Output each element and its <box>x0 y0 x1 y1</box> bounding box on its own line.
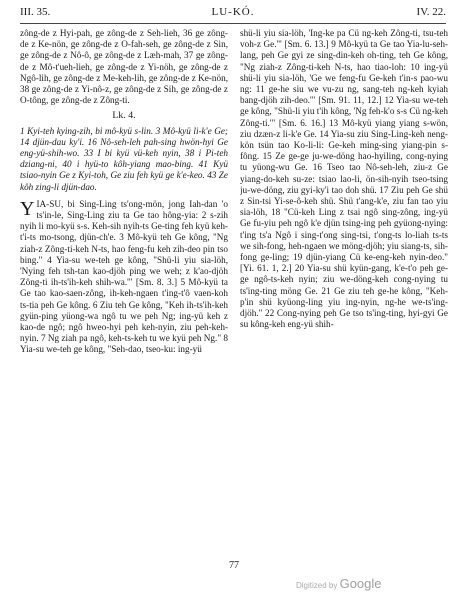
drop-cap: Y <box>20 197 35 220</box>
watermark-prefix: Digitized by <box>296 581 338 590</box>
chapter-heading: Lk. 4. <box>112 110 136 122</box>
chapter-body <box>20 199 228 356</box>
digitized-watermark <box>296 576 382 591</box>
header-left-ref: III. 35. <box>20 6 51 18</box>
header-rule <box>20 23 446 24</box>
chapter-body-text: IA-SU, bi Sing-Ling ts'ong-mön, jong Iah-dan 'o ts'in-le, Sing-Ling ziu ta Ge tao hông-yia: 2 s-zih nyih li mo-kyü s-s. Keh-sih nyih-ts Ge-ting feh kyü keh-t'i-ts mo-tsong, djün-ch'e. 3 Mô-kyü teh Ge kông, "Ng ziah-z Zông-ti-keh N-ts, hao feng-fu keh zih-deo pin tso bing." 4 Yia-su we-teh ge kông, "Shü-li yiu sia-löh, 'Nying feh tsh-tan kao-djöh ping we weh; z k'ao-djöh Zông-ti ih-ts'ih-keh shih-wa.'" [Sm. 8. 3.] 5 Mô-kyü ta Ge tao kao-saen-zông, ih-keh-ngaen t'ing-t'ô vaen-koh ts-tia peh Ge kông. 6 Ziu teh Ge kông, "Keh ih-ts'ih-keh gyün-ping yüong-wa ngô tu we peh Ng; ing-yü keh z kao-de ngô; ngô hweo-hyi peh keh-nyin, ziu peh-keh-nyin. 7 Ng ziah pa ngô, keh-ts-keh tu we kyü peh Ng." 8 Yia-su we-teh ge kông, "Seh-dao, tseo-ku: ing-yü <box>20 198 228 355</box>
page-number: 77 <box>229 560 239 571</box>
running-header <box>20 6 446 22</box>
left-column <box>20 28 228 558</box>
watermark-brand: Google <box>339 576 382 591</box>
right-column <box>240 28 448 558</box>
header-title: LU-KÓ. <box>211 6 255 18</box>
genealogy-paragraph: zông-de z Hyi-pah, ge zông-de z Seh-lieh, 36 ge zông-de z Ke-nön, ge zông-de z O-fah-seh, ge zông-de z Sin, ge zông-de z Nô-ô, ge zông-de z Læh-mah, 37 ge zông-de z Mô-t'ueh-lieh, ge zông-de z Yi-nöh, ge zông-de z Ngô-lih, ge zông-de z Me-keh-lih, ge zông-de z Ke-nön, 38 ge zông-de z Yi-nô-z, ge zông-de z Sih, ge zông-de z O-tông, ge zông-de z Zông-ti. <box>20 28 228 106</box>
right-column-text: shü-li yiu sia-löh, 'Ing-ke pa Cü ng-keh Zông-ti, tsu-teh voh-z Ge.'" [Sm. 6. 13.] 9 Mô-kyü ta Ge tao Yia-lu-seh-lang, peh Ge gyi ze sing-din-keh oh-ting, teh Ge kông, "Ng ziah-z Zông-ti-keh N-ts, hao tiao-loh: 10 ing-yü shü-li yiu sia-löh, 'Ge we feng-fu Ge-keh t'in-s pao-wu ng: 11 ge-he siu we vu-zu ng, sang-teh ng-keh kyiah bang-djöh zih-deo.'" [Sm. 91. 11, 12.] 12 Yia-su we-teh ge kông, "Shü-li yiu t'ih kông, 'Ng feh-k'o s-s Cü ng-keh Zông-ti.'" [Sm. 6. 16.] 13 Mô-kyü yiang yiang s-wön, ziu dzæn-z li-k'e Ge. 14 Yia-su ziu Sing-Ling-keh neng-kön tsün tao Ko-li-li: Ge-keh ming-sing yiang-pin s-fông. 15 Ze ge-ge ju-we-döng hao-hyiling, cong-nying tu yüong-wu Ge. 16 Tseo tao Nô-seh-leh, ziu-z Ge yiang-do-keh su-ze: tsiao lao-li, ön-sih-nyih tseo-tsing ju-we-döng, ziu gyi-ky'i tao doh shü. 17 Ziu peh Ge shü z Sin-tsi Yi-se-ô-keh shü. Shü t'ang-k'e, ziu fan tao yiu sia-löh, 18 "Cü-keh Ling z tsai ngô sing-zông, ing-yü Ge fu-yiu peh ngô k'e djün tsing-ing peh gyüong-nying: t'ing ts'a Ngô i sing-t'ong sing-tsi, t'ong-ts lo-liah ts-ts we sih-fong, heh-ngaen we möng-djöh; yiu siang-ts, sih-fong ge-ling; 19 djün-yiang Cü ke-eng-keh nyin-deo." [Yi. 61. 1, 2.] 20 Yia-su shü kyün-gang, k'e-t'o peh ge-ge ngô-ts-keh nyin; ziu we-döng-keh cong-nying tu ts'ing-ting möng Ge. 21 Ge ziu teh ge-he kông, "Keh-p'in shü kyüong-ling yiu ing-nyin, ng-he we-ts'ing-djöh." 22 Cong-nying peh Ge tso ts'ing-ting, hyi-gyi Ge su kông-keh eng-yü shih- <box>240 28 448 330</box>
chapter-summary: 1 Kyi-teh kying-zih, bi mô-kyü s-lin. 3 Mô-kyü li-k'e Ge; 14 djün-dau ky'i. 16 Nô-seh-leh pah-sing hwön-hyi Ge eng-yü-shih-wo. 33 I bi kyü vü-keh nyin, 38 i Pi-teh dziang-ni, 40 i hyü-to kôh-yiang mao-bing. 41 Kyü tsiao-nyin Ge z Kyi-toh, Ge ziu feh kyü ge k'e-keo. 43 Ze kôh zing-li djün-dao. <box>20 125 228 192</box>
header-right-ref: IV. 22. <box>416 6 446 18</box>
